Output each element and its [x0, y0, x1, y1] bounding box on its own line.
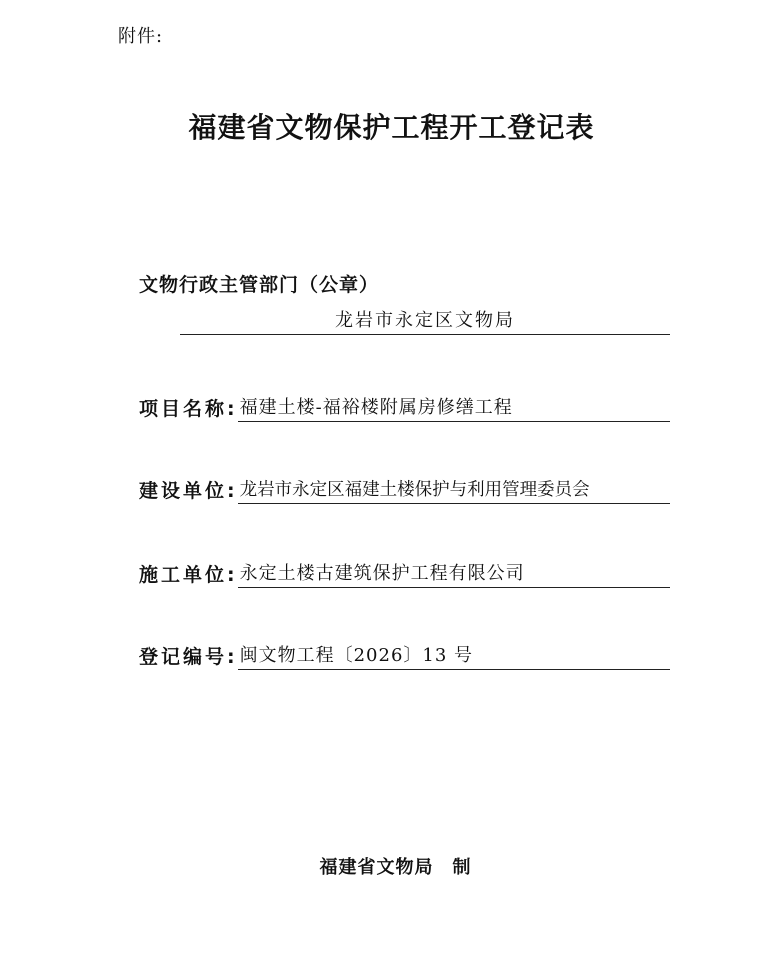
issuer-footer: 福建省文物局 制 — [319, 857, 472, 878]
dept-value: 龙岩市永定区文物局 — [180, 310, 670, 335]
builder-unit-field — [139, 476, 670, 504]
form-title: 福建省文物保护工程开工登记表 — [188, 111, 595, 144]
builder-unit-label: 建设单位: — [139, 480, 238, 502]
project-name-label: 项目名称: — [139, 398, 238, 420]
project-name-field — [139, 394, 670, 422]
attachment-label: 附件: — [118, 26, 164, 47]
registration-number-value: 闽文物工程〔2026〕13 号 — [238, 643, 670, 670]
builder-unit-value: 龙岩市永定区福建土楼保护与利用管理委员会 — [238, 477, 670, 504]
construction-unit-field — [139, 560, 670, 588]
construction-unit-value: 永定土楼古建筑保护工程有限公司 — [238, 561, 670, 588]
dept-label: 文物行政主管部门（公章） — [139, 274, 380, 296]
registration-number-label: 登记编号: — [139, 646, 238, 668]
construction-unit-label: 施工单位: — [139, 564, 238, 586]
project-name-value: 福建土楼-福裕楼附属房修缮工程 — [238, 395, 670, 422]
registration-number-field — [139, 642, 670, 670]
